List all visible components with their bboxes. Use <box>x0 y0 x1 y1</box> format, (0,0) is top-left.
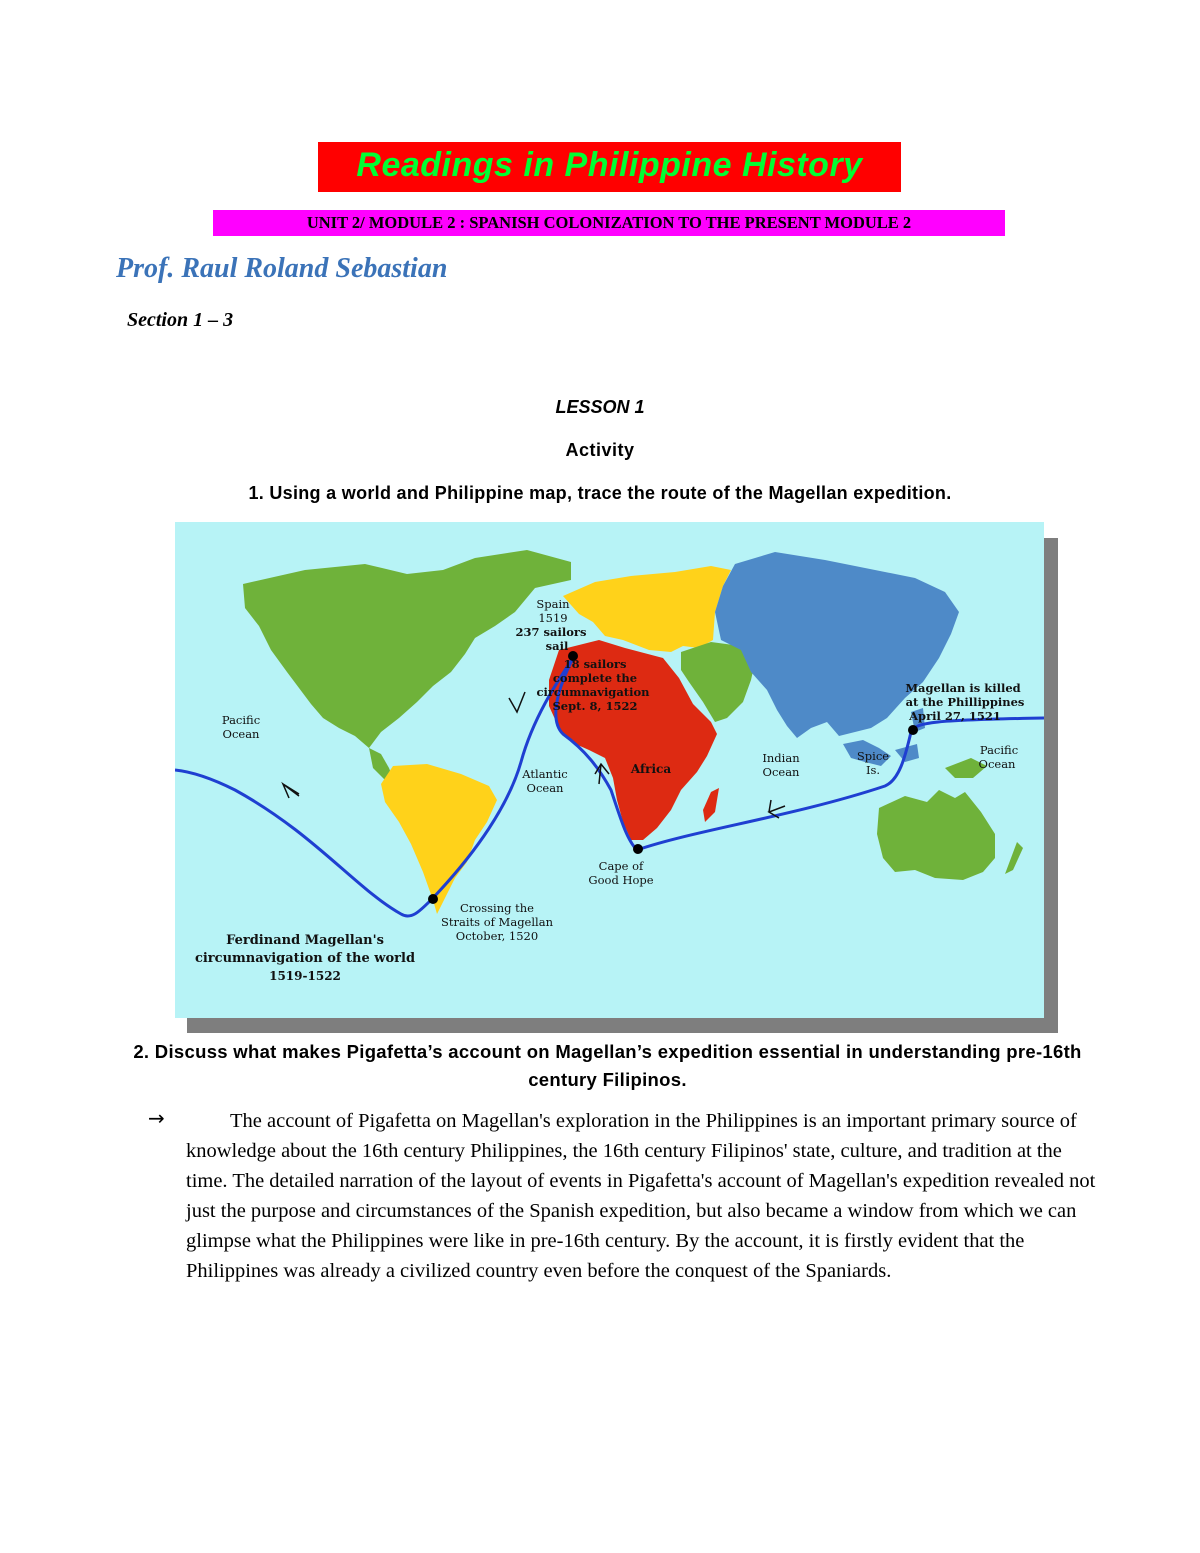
magellan-route-map <box>175 522 1044 1018</box>
label-indian-2: Ocean <box>762 765 800 779</box>
label-return-2: complete the <box>552 671 638 685</box>
label-spain-3: 237 sailors <box>515 625 587 639</box>
label-pacific-right-2: Ocean <box>978 757 1016 771</box>
label-killed-2: at the Phillippines <box>905 695 1025 709</box>
course-title-banner <box>318 142 901 192</box>
activity-heading: Activity <box>565 440 635 460</box>
label-pacific-left-2: Ocean <box>222 727 260 741</box>
answer-paragraph: The account of Pigafetta on Magellan's exploration in the Philippines is an important primary source of knowledge about the 16th century Philippines, the 16th century Filipinos' state, culture, and tradition at the time. The detailed narration of the layout of events in Pigafetta's account of Magellan's expedition revealed not just the purpose and circumstances of the Spanish expedition, but also became a window from which we can glimpse what the Philippines were like in pre-16th century. By the account, it is firstly evident that the Philippines was already a civilized country even before the conquest of the Spaniards. <box>186 1110 1096 1282</box>
question-2: 2. Discuss what makes Pigafetta’s account on Magellan’s expedition essential in understanding pre-16th century Filipinos. <box>133 1041 1082 1090</box>
label-spain-4: sail <box>545 639 569 653</box>
label-africa: Africa <box>630 762 672 776</box>
label-straits-3: October, 1520 <box>455 929 539 943</box>
label-spice-1: Spice <box>856 749 890 763</box>
label-pacific-left-1: Pacific <box>221 713 261 727</box>
section-label: Section 1 – 3 <box>127 309 234 331</box>
label-spice-2: Is. <box>865 763 881 777</box>
professor-name: Prof. Raul Roland Sebastian <box>116 253 448 284</box>
question-1: 1. Using a world and Philippine map, trace the route of the Magellan expedition. <box>248 483 952 503</box>
map-svg <box>175 522 1044 1018</box>
lesson-title: LESSON 1 <box>555 397 645 417</box>
label-return-1: 18 sailors <box>563 657 627 671</box>
label-straits-1: Crossing the <box>460 901 534 915</box>
label-indian-1: Indian <box>762 751 800 765</box>
module-heading: UNIT 2/ MODULE 2 : SPANISH COLONIZATION TO THE PRESENT MODULE 2 <box>213 210 1005 236</box>
label-return-4: Sept. 8, 1522 <box>552 699 638 713</box>
arrow-bullet-icon: → <box>148 1106 165 1130</box>
straits-marker <box>428 894 438 904</box>
caption-line-1: Ferdinand Magellan's <box>226 933 384 948</box>
label-atlantic-2: Ocean <box>526 781 564 795</box>
label-cape-1: Cape of <box>598 859 644 873</box>
label-atlantic-1: Atlantic <box>522 767 568 781</box>
caption-line-3: 1519-1522 <box>269 969 341 983</box>
label-straits-2: Straits of Magellan <box>441 915 553 929</box>
label-pacific-right-1: Pacific <box>979 743 1019 757</box>
caption-line-2: circumnavigation of the world <box>194 951 416 966</box>
label-killed-1: Magellan is killed <box>905 681 1021 695</box>
course-title: Readings in Philippine History <box>356 146 863 184</box>
label-cape-2: Good Hope <box>588 873 654 887</box>
label-spain-1: Spain <box>536 597 570 611</box>
label-spain-2: 1519 <box>538 611 568 625</box>
label-return-3: circumnavigation <box>536 685 650 699</box>
philippines-marker <box>908 725 918 735</box>
label-killed-3: April 27, 1521 <box>909 709 1001 723</box>
cape-marker <box>633 844 643 854</box>
